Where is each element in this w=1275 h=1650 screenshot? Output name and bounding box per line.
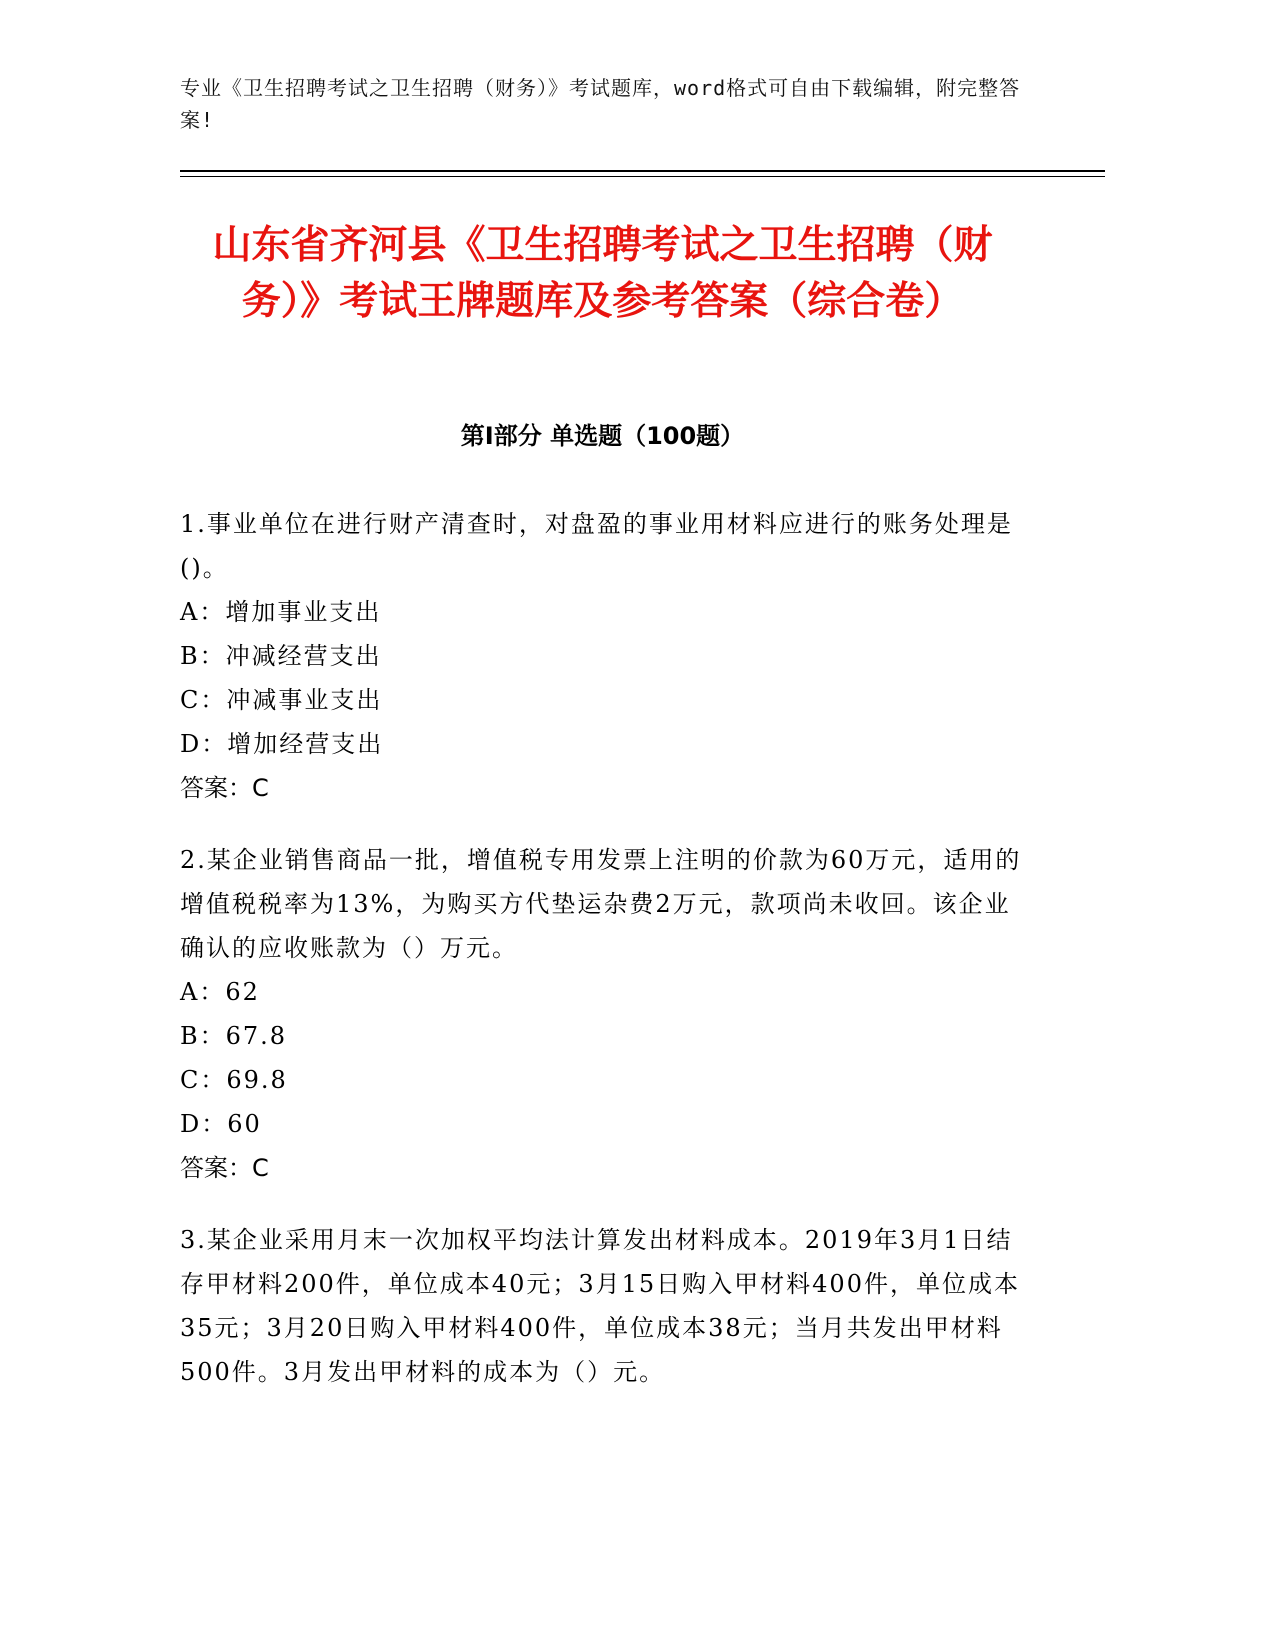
header-rule-thick [180, 170, 1105, 172]
option-list [180, 970, 1030, 1146]
option-text: 60 [227, 1110, 262, 1138]
option-key: B ： [180, 642, 226, 670]
section-heading: 第I部分 单选题（100题） [460, 422, 745, 450]
question-stem: 2.某企业销售商品一批，增值税专用发票上注明的价款为60万元，适用的增值税税率为13%，为购买方代垫运杂费2万元，款项尚未收回。该企业确认的应收账款为（）万元。 [180, 846, 1022, 962]
question-stem: 3.某企业采用月末一次加权平均法计算发出材料成本。2019年3月1日结存甲材料200件，单位成本40元；3月15日购入甲材料400件，单位成本35元；3月20日购入甲材料400件，单位成本38元；当月共发出甲材料500件。3月发出甲材料的成本为（）元。 [180, 1226, 1020, 1386]
header-rule-thin [180, 176, 1105, 177]
option-d [180, 1102, 1030, 1146]
option-key: A ： [180, 978, 225, 1006]
question-stem: 1.事业单位在进行财产清查时，对盘盈的事业用材料应进行的账务处理是()。 [180, 510, 1013, 582]
answer-label: 答案：C [180, 774, 269, 802]
option-key: C ： [180, 686, 226, 714]
option-key: A ： [180, 598, 225, 626]
option-key: D ： [180, 730, 227, 758]
option-b [180, 1014, 1030, 1058]
option-text: 62 [225, 978, 260, 1006]
option-key: C ： [180, 1066, 226, 1094]
question-1 [180, 502, 1030, 810]
question-list [180, 502, 1030, 1422]
option-c [180, 1058, 1030, 1102]
option-a [180, 970, 1030, 1014]
option-text: 增加经营支出 [227, 730, 384, 758]
option-text: 增加事业支出 [225, 598, 382, 626]
option-d [180, 722, 1030, 766]
option-c [180, 678, 1030, 722]
option-text: 冲减经营支出 [225, 642, 382, 670]
answer-label: 答案：C [180, 1154, 269, 1182]
question-2 [180, 838, 1030, 1190]
question-3 [180, 1218, 1030, 1394]
document-title: 山东省齐河县《卫生招聘考试之卫生招聘（财务）》考试王牌题库及参考答案（综合卷） [212, 223, 993, 324]
option-text: 67.8 [225, 1022, 288, 1050]
header-note: 专业《卫生招聘考试之卫生招聘（财务）》考试题库，word格式可自由下载编辑，附完整答案! [180, 76, 1021, 132]
option-text: 69.8 [226, 1066, 288, 1094]
option-text: 冲减事业支出 [226, 686, 383, 714]
option-key: B ： [180, 1022, 226, 1050]
option-list [180, 590, 1030, 766]
option-key: D ： [180, 1110, 227, 1138]
option-a [180, 590, 1030, 634]
option-b [180, 634, 1030, 678]
